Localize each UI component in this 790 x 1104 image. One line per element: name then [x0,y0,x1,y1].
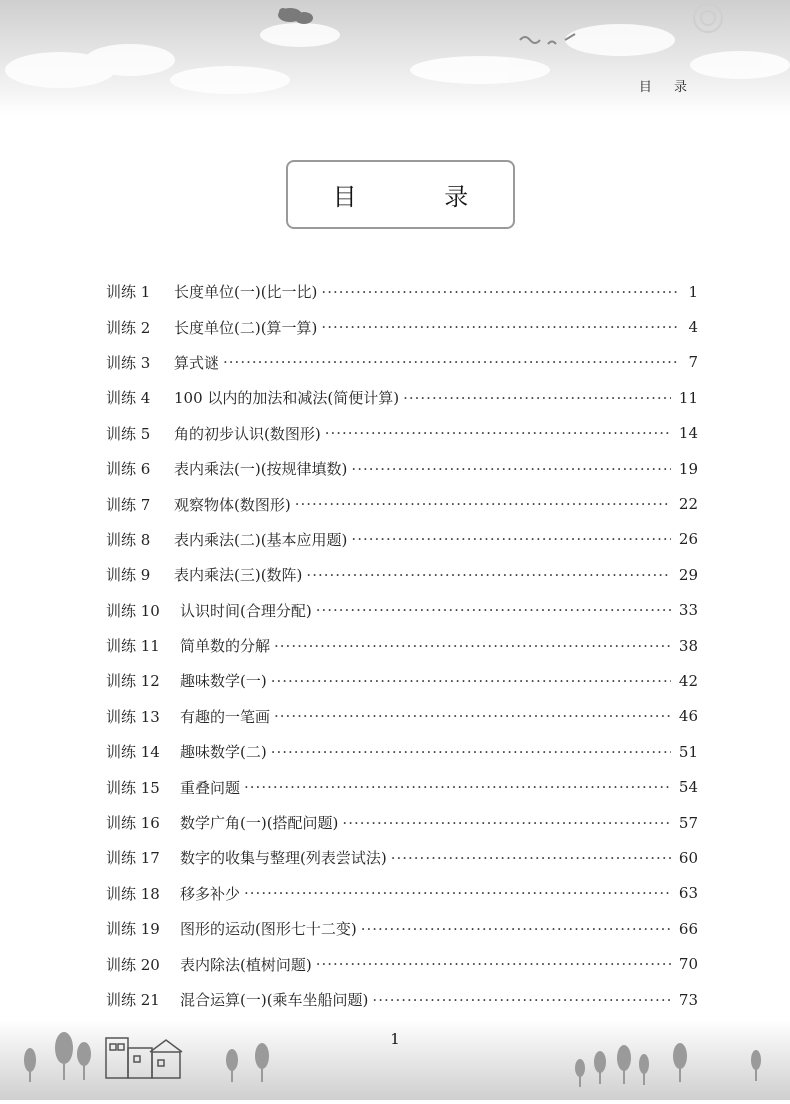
toc-entry-label: 训练 21 [106,991,160,1009]
toc-entry-title: 角的初步认识(数图形) [174,424,321,443]
dot-leader [361,920,671,938]
toc-entry-page: 46 [678,707,698,726]
toc-entry-title: 有趣的一笔画 [180,707,271,726]
toc-title: 目 录 [332,183,509,211]
page-number: 1 [390,1030,400,1048]
toc-entry-11[interactable] [106,628,698,663]
toc-entry-14[interactable] [106,734,698,769]
toc-entry-page: 33 [678,601,698,620]
toc-entry-label: 训练 16 [106,814,160,833]
toc-entry-page: 19 [678,459,698,478]
running-header-title: 目 录 [638,80,696,95]
toc-entry-title: 简单数的分解 [180,637,271,656]
toc-entry-13[interactable] [106,699,698,734]
toc-entry-label: 训练 20 [106,955,160,974]
dot-leader [316,955,671,973]
toc-entry-label: 训练 19 [106,920,160,939]
toc-entry-label: 训练 18 [106,884,160,903]
toc-entry-label: 训练 14 [106,743,160,762]
toc-entry-title: 数学广角(一)(搭配问题) [180,814,339,833]
toc-entry-page: 11 [678,388,698,407]
dot-leader [244,884,671,902]
dot-leader [274,707,671,725]
toc-entry-page: 63 [678,884,698,903]
toc-entry-title: 趣味数学(一) [180,672,267,691]
toc-entry-title: 长度单位(一)(比一比) [174,283,318,302]
toc-entry-title: 表内乘法(三)(数阵) [174,566,303,585]
dot-leader [321,318,680,336]
toc-entry-label: 训练 7 [106,495,151,514]
toc-entry-page: 4 [688,318,698,337]
dot-leader [351,460,670,478]
toc-entry-label: 训练 2 [106,318,151,337]
toc-entry-page: 57 [678,813,698,832]
dot-leader [244,778,671,796]
dot-leader [271,672,671,690]
toc-entry-title: 混合运算(一)(乘车坐船问题) [180,991,369,1009]
toc-entry-page: 54 [678,778,698,797]
toc-entry-label: 训练 6 [106,460,151,479]
toc-entry-page: 38 [678,636,698,655]
toc-entry-title: 表内乘法(一)(按规律填数) [174,460,348,479]
toc-entry-page: 60 [678,848,698,867]
toc-entry-7[interactable] [106,486,698,521]
toc-entry-page: 26 [678,530,698,549]
toc-entry-title: 趣味数学(二) [180,743,267,762]
toc-entry-title: 数字的收集与整理(列表尝试法) [180,849,387,868]
dot-leader [306,566,670,584]
toc-entry-page: 22 [678,495,698,514]
dot-leader [325,424,671,442]
toc-entry-19[interactable] [106,911,698,946]
toc-entry-page: 42 [678,671,698,690]
toc-entry-3[interactable] [106,345,698,380]
dot-leader [321,283,680,301]
dot-leader [295,495,671,513]
toc-entry-17[interactable] [106,840,698,875]
toc-entry-label: 训练 5 [106,424,151,443]
toc-entry-label: 训练 4 [106,389,151,408]
toc-entry-12[interactable] [106,663,698,698]
toc-entry-title: 认识时间(合理分配) [180,601,312,620]
toc-entry-label: 训练 10 [106,601,160,620]
toc-entry-label: 训练 11 [106,637,160,656]
toc-entry-title: 长度单位(二)(算一算) [174,318,318,337]
toc-entry-title: 表内乘法(二)(基本应用题) [174,530,348,549]
toc-entry-page: 14 [678,424,698,443]
toc-entry-title: 表内除法(植树问题) [180,955,312,974]
toc-entry-20[interactable] [106,946,698,981]
toc-entry-8[interactable] [106,522,698,557]
toc-entry-title: 图形的运动(图形七十二变) [180,920,357,939]
toc-entry-4[interactable] [106,380,698,415]
toc-entry-16[interactable] [106,805,698,840]
toc-entry-9[interactable] [106,557,698,592]
toc-entry-title: 观察物体(数图形) [174,495,291,514]
toc-list [106,274,698,1017]
toc-entry-page: 7 [688,353,698,372]
toc-entry-label: 训练 13 [106,707,160,726]
dot-leader [372,991,670,1009]
toc-entry-label: 训练 8 [106,530,151,549]
dot-leader [223,353,680,371]
toc-entry-1[interactable] [106,274,698,309]
toc-entry-page: 73 [678,990,698,1009]
toc-entry-2[interactable] [106,309,698,344]
toc-entry-18[interactable] [106,876,698,911]
toc-entry-title: 100 以内的加法和减法(简便计算) [174,389,400,408]
toc-entry-label: 训练 15 [106,778,160,797]
dot-leader [271,743,671,761]
toc-entry-15[interactable] [106,769,698,804]
dot-leader [351,530,670,548]
toc-entry-10[interactable] [106,593,698,628]
dot-leader [403,389,671,407]
toc-entry-6[interactable] [106,451,698,486]
toc-entry-page: 70 [678,955,698,974]
header-illustration [0,0,790,115]
toc-entry-title: 算式谜 [174,353,220,372]
toc-entry-21[interactable] [106,982,698,1017]
toc-title-box [286,160,515,229]
toc-entry-page: 29 [678,565,698,584]
toc-entry-label: 训练 3 [106,353,151,372]
dot-leader [342,814,670,832]
toc-entry-label: 训练 17 [106,849,160,868]
toc-entry-label: 训练 1 [106,283,151,302]
dot-leader [274,637,671,655]
dot-leader [316,601,671,619]
toc-entry-page: 1 [688,282,698,301]
toc-entry-label: 训练 12 [106,672,160,691]
header-decoration [0,0,790,115]
toc-entry-title: 重叠问题 [180,778,241,797]
toc-entry-label: 训练 9 [106,566,151,585]
toc-entry-5[interactable] [106,416,698,451]
dot-leader [391,849,671,867]
toc-entry-page: 51 [678,742,698,761]
toc-entry-title: 移多补少 [180,884,241,903]
toc-entry-page: 66 [678,919,698,938]
